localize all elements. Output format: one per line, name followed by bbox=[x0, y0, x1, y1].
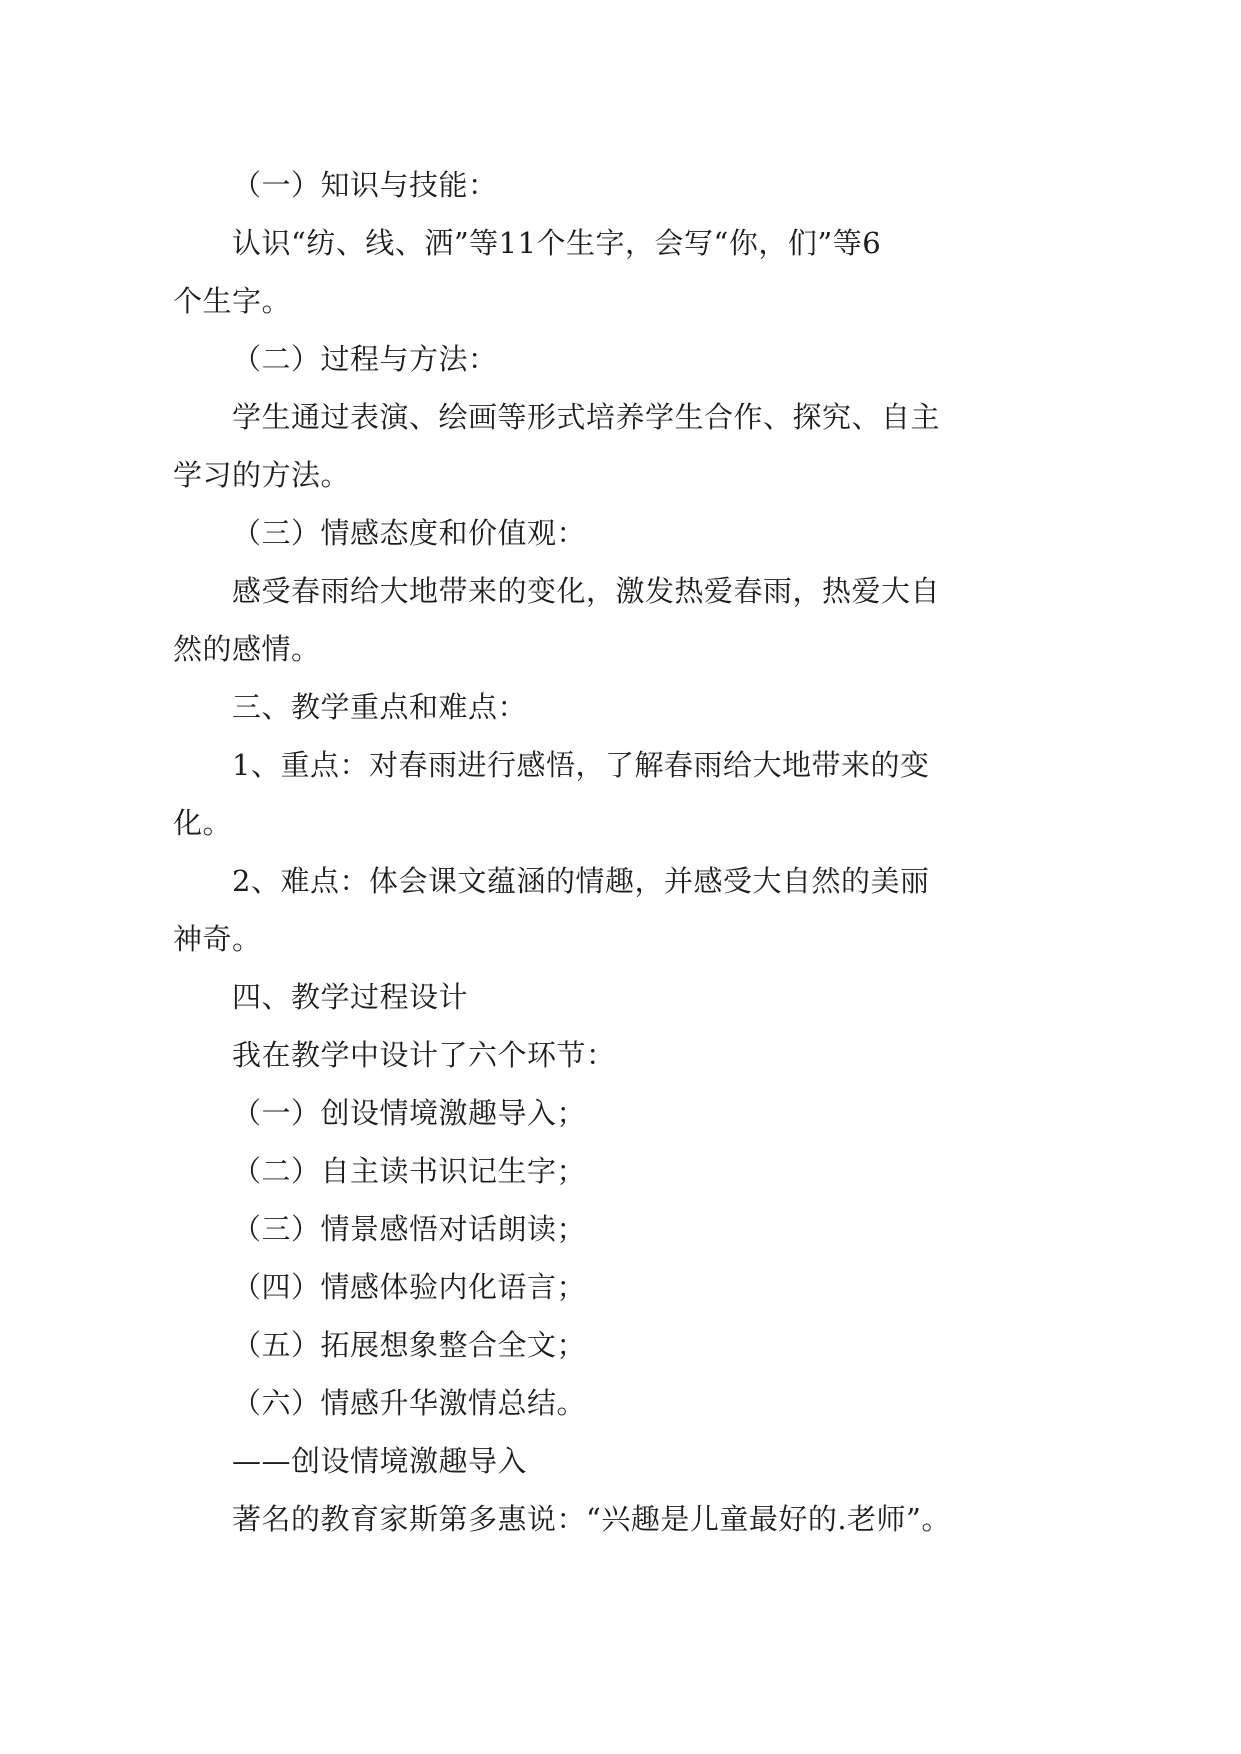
paragraph-line: 四、教学过程设计 bbox=[232, 980, 469, 1014]
paragraph-line: 化。 bbox=[173, 806, 233, 840]
paragraph bbox=[173, 1490, 973, 1548]
paragraph-line: 然的感情。 bbox=[173, 632, 321, 666]
paragraph bbox=[173, 736, 973, 852]
list-item bbox=[173, 1316, 973, 1374]
list-item bbox=[173, 1142, 973, 1200]
section-heading-key-points bbox=[173, 678, 973, 736]
paragraph-line: （三）情感态度和价值观： bbox=[232, 516, 587, 550]
list-item bbox=[173, 1258, 973, 1316]
paragraph-line: （一）创设情境激趣导入； bbox=[232, 1096, 587, 1130]
paragraph bbox=[173, 388, 973, 504]
paragraph bbox=[173, 214, 973, 330]
paragraph-line: （六）情感升华激情总结。 bbox=[232, 1386, 587, 1420]
paragraph-line: 著名的教育家斯第多惠说：“兴趣是儿童最好的.老师”。 bbox=[232, 1502, 951, 1536]
paragraph-line: 1、重点：对春雨进行感悟，了解春雨给大地带来的变 bbox=[232, 748, 930, 782]
paragraph-line: 学生通过表演、绘画等形式培养学生合作、探究、自主 bbox=[232, 400, 941, 434]
paragraph-line: （一）知识与技能： bbox=[232, 168, 498, 202]
paragraph-line: 2、难点：体会课文蕴涵的情趣，并感受大自然的美丽 bbox=[232, 864, 930, 898]
document-body bbox=[173, 156, 973, 1548]
paragraph-line: （二）过程与方法： bbox=[232, 342, 498, 376]
paragraph-line: 个生字。 bbox=[173, 284, 292, 318]
paragraph-line: ——创设情境激趣导入 bbox=[232, 1444, 528, 1478]
list-item bbox=[173, 1200, 973, 1258]
paragraph-line: 三、教学重点和难点： bbox=[232, 690, 528, 724]
list-item bbox=[173, 1084, 973, 1142]
paragraph-line: 我在教学中设计了六个环节： bbox=[232, 1038, 616, 1072]
paragraph-line: 神奇。 bbox=[173, 922, 262, 956]
paragraph bbox=[173, 562, 973, 678]
paragraph-line: 认识“纺、线、洒”等11个生字，会写“你，们”等6 bbox=[232, 226, 882, 260]
paragraph bbox=[173, 1026, 973, 1084]
paragraph-line: （四）情感体验内化语言； bbox=[232, 1270, 587, 1304]
section-heading-process-design bbox=[173, 968, 973, 1026]
paragraph-line: 学习的方法。 bbox=[173, 458, 351, 492]
paragraph-line: （三）情景感悟对话朗读； bbox=[232, 1212, 587, 1246]
paragraph-line: 感受春雨给大地带来的变化，激发热爱春雨，热爱大自 bbox=[232, 574, 941, 608]
section-heading-emotion-values bbox=[173, 504, 973, 562]
paragraph bbox=[173, 852, 973, 968]
list-item bbox=[173, 1374, 973, 1432]
section-heading-knowledge-skills bbox=[173, 156, 973, 214]
section-heading-process-methods bbox=[173, 330, 973, 388]
paragraph-line: （二）自主读书识记生字； bbox=[232, 1154, 587, 1188]
paragraph-line: （五）拓展想象整合全文； bbox=[232, 1328, 587, 1362]
section-heading-step-one bbox=[173, 1432, 973, 1490]
